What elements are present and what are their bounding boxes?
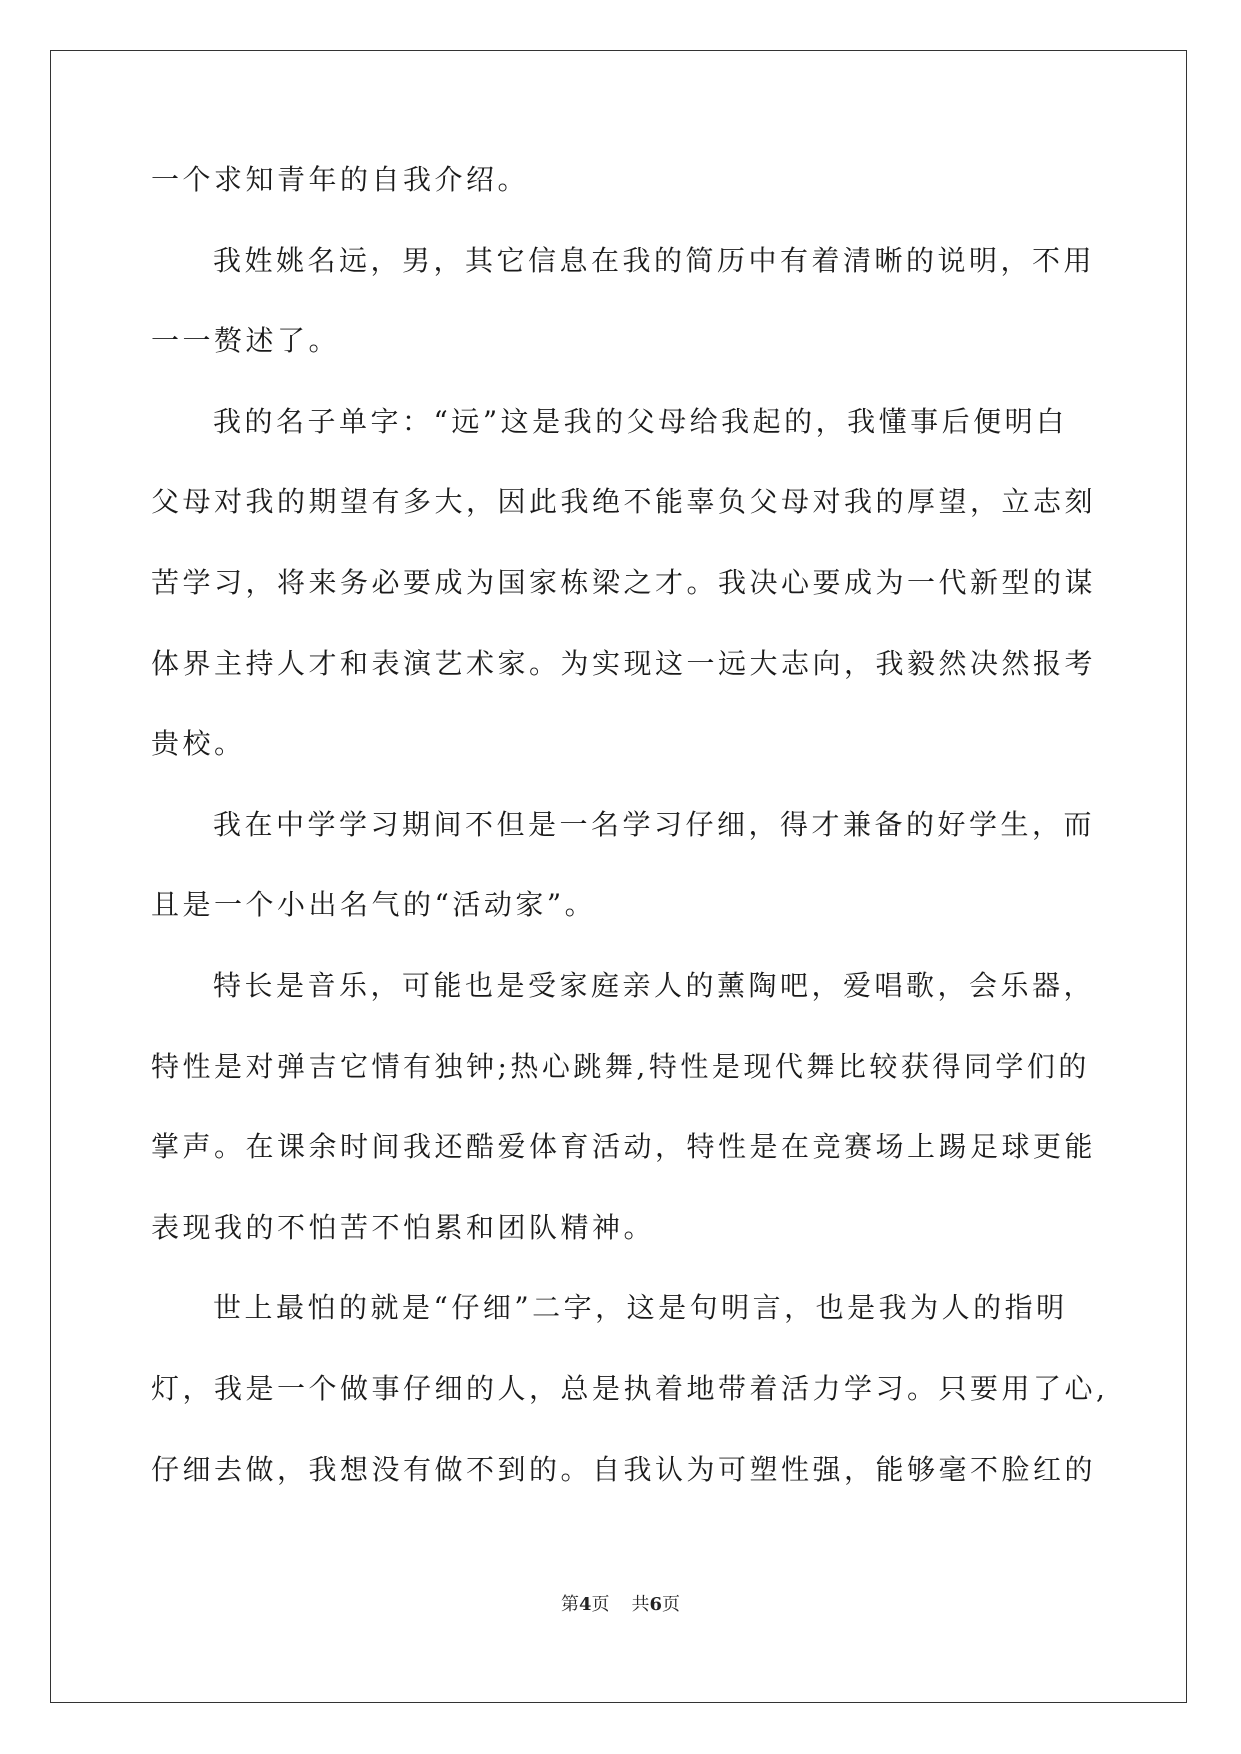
paragraph-start-line: 世上最怕的就是“仔细”二字，这是句明言，也是我为人的指明 [213, 1291, 1068, 1325]
text-line: 贵校。 [151, 727, 246, 761]
footer-total-prefix: 共 [631, 1594, 650, 1615]
text-line: 且是一个小出名气的“活动家”。 [151, 888, 597, 922]
text-line: 掌声。在课余时间我还酷爱体育活动，特性是在竞赛场上踢足球更能 [151, 1130, 1097, 1164]
paragraph-start-line: 我在中学学习期间不但是一名学习仔细，得才兼备的好学生，而 [213, 807, 1096, 841]
paragraph-start-line: 我的名子单字：“远”这是我的父母给我起的，我懂事后便明白 [213, 404, 1068, 438]
text-line: 体界主持人才和表演艺术家。为实现这一远大志向，我毅然决然报考 [151, 646, 1097, 680]
text-line: 一一赘述了。 [151, 324, 341, 358]
text-line: 仔细去做，我想没有做不到的。自我认为可塑性强，能够毫不脸红的 [151, 1452, 1097, 1486]
text-line: 特性是对弹吉它情有独钟;热心跳舞,特性是现代舞比较获得同学们的 [151, 1049, 1090, 1083]
footer-total-unit: 页 [662, 1594, 681, 1615]
footer-prefix: 第 [560, 1594, 579, 1615]
document-body [151, 160, 1109, 1530]
paragraph-start-line: 我姓姚名远，男，其它信息在我的简历中有着清晰的说明，不用 [213, 243, 1096, 277]
text-line: 苦学习，将来务必要成为国家栋梁之才。我决心要成为一代新型的谋 [151, 565, 1097, 599]
total-page-number: 6 [649, 1594, 663, 1615]
text-line: 表现我的不怕苦不怕累和团队精神。 [151, 1210, 656, 1244]
text-line: 一个求知青年的自我介绍。 [151, 163, 530, 196]
text-line: 灯，我是一个做事仔细的人，总是执着地带着活力学习。只要用了心, [151, 1371, 1109, 1405]
page-footer [0, 1593, 1241, 1617]
text-line: 父母对我的期望有多大，因此我绝不能辜负父母对我的厚望，立志刻 [151, 485, 1097, 519]
footer-page-unit: 页 [591, 1594, 610, 1615]
current-page-number: 4 [578, 1594, 592, 1615]
paragraph-start-line: 特长是音乐，可能也是受家庭亲人的薰陶吧，爱唱歌，会乐器， [213, 968, 1096, 1002]
